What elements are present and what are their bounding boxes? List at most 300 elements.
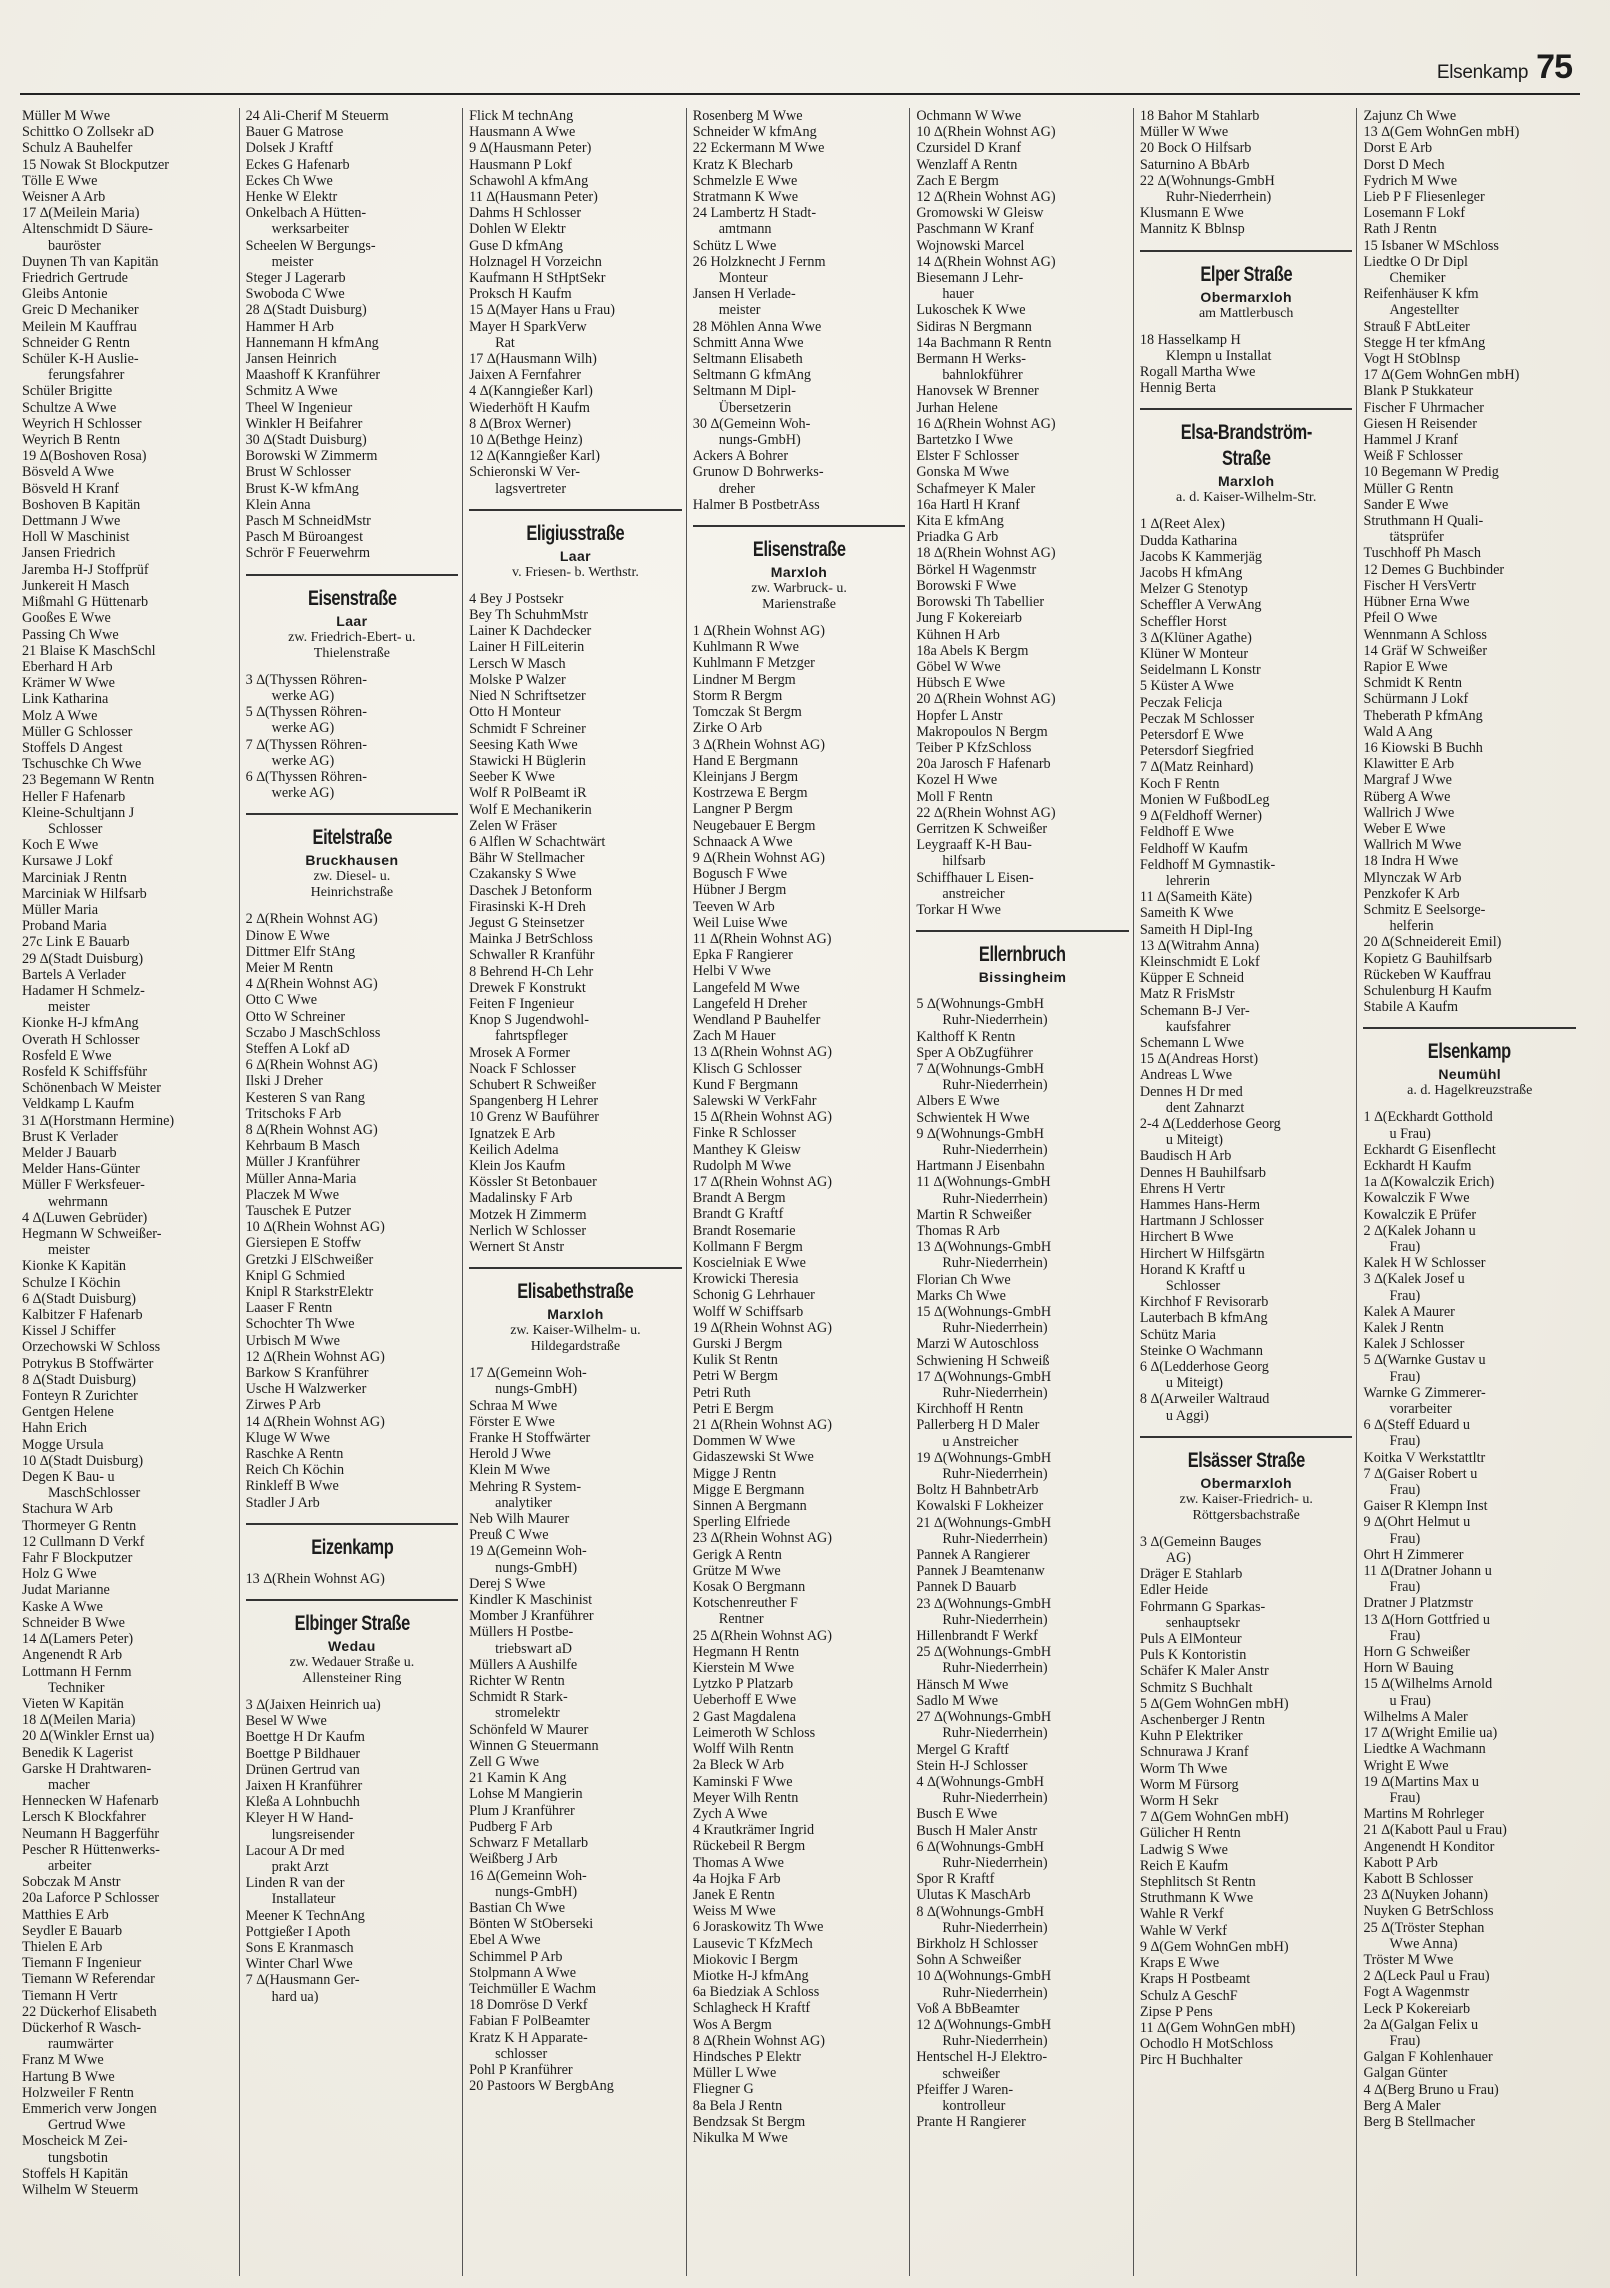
entry-line: Czursidel D Kranf <box>916 140 1022 157</box>
entry-line: Petri E Bergm <box>692 1400 774 1417</box>
entry-line: Nied N Schriftsetzer <box>469 688 586 705</box>
entry-line: Eckhardt H Kaufm <box>1363 1157 1472 1174</box>
district-name: Marxloh <box>1217 473 1275 490</box>
entry-line: 13 ∆(Rhein Wohnst AG) <box>245 1570 385 1587</box>
entry-line: Wallrich J Wwe <box>1363 804 1455 821</box>
entry-line: Meilein M Kauffrau <box>22 318 137 335</box>
entry-line: 7 ∆(Wohnungs-GmbH <box>916 1060 1045 1077</box>
entry-line: Hennig Berta <box>1139 380 1216 397</box>
entry-line: Frau) <box>1389 1239 1421 1255</box>
entry-line: 1a ∆(Kowalczik Erich) <box>1363 1174 1495 1191</box>
entry-line: Raschke A Rentn <box>245 1446 344 1463</box>
entry-line: u Frau) <box>1389 1692 1431 1709</box>
entry-line: Weißberg J Arb <box>469 1851 558 1868</box>
entry-line: Moscheick M Zei- <box>22 2133 128 2150</box>
entry-line: Förster E Wwe <box>469 1413 555 1430</box>
entry-line: Tauschek E Putzer <box>245 1202 351 1219</box>
entry-line: hilfsarb <box>942 853 986 870</box>
entry-line: Thormeyer G Rentn <box>22 1517 137 1534</box>
entry-line: 3 ∆(Klüner Agathe) <box>1139 629 1252 646</box>
entry-line: 17 ∆(Rhein Wohnst AG) <box>692 1173 833 1190</box>
entry-line: Bartetzko I Wwe <box>916 432 1013 449</box>
entry-line: 4 Krautkrämer Ingrid <box>692 1822 815 1839</box>
entry-line: Jansen H Verlade- <box>692 286 796 303</box>
entry-line: Reich E Kaufm <box>1139 1857 1229 1874</box>
street-location: Röttgersbachstraße <box>1192 1507 1300 1523</box>
entry-line: Liedtke A Wachmann <box>1363 1741 1486 1758</box>
entry-line: Kaminski F Wwe <box>692 1773 793 1790</box>
entry-line: nungs-GmbH) <box>495 1381 578 1398</box>
entry-line: 11 ∆(Hausmann Peter) <box>469 189 598 206</box>
street-location: v. Friesen- b. Werthstr. <box>512 564 639 580</box>
entry-line: Lohse M Mangierin <box>469 1786 583 1803</box>
entry-line: 23 ∆(Nuyken Johann) <box>1363 1887 1488 1904</box>
entry-line: Kabott P Arb <box>1363 1854 1438 1871</box>
entry-line: Passing Ch Wwe <box>22 626 119 643</box>
entry-line: Sczabo J MaschSchloss <box>245 1024 381 1041</box>
entry-line: Struthmann K Wwe <box>1139 1890 1254 1907</box>
entry-line: Hartmann J Eisenbahn <box>916 1158 1045 1175</box>
entry-line: Weiß F Schlosser <box>1363 448 1463 465</box>
entry-line: Petri Ruth <box>692 1384 751 1401</box>
entry-line: 21 Kamin K Ang <box>469 1770 567 1787</box>
entry-line: Dinow E Wwe <box>245 927 330 944</box>
entry-line: Matz R FrisMstr <box>1139 986 1235 1003</box>
entry-line: Swoboda C Wwe <box>245 286 345 303</box>
entry-line: Mannitz K Bblnsp <box>1139 221 1245 238</box>
entry-line: anstreicher <box>942 885 1005 902</box>
entry-line: Sper A ObZugführer <box>916 1044 1033 1061</box>
entry-line: Frau) <box>1389 1530 1421 1547</box>
entry-line: Hegmann W Schweißer- <box>22 1226 162 1243</box>
entry-line: Schmidt K Rentn <box>1363 675 1462 692</box>
entry-line: Kluge W Wwe <box>245 1429 330 1446</box>
entry-line: Marks Ch Wwe <box>916 1287 1006 1304</box>
entry-line: Meener K TechnAng <box>245 1907 365 1924</box>
entry-line: bauröster <box>48 237 101 254</box>
entry-line: Müller W Wwe <box>1139 124 1229 141</box>
entry-line: Schrör F Feuerwehrm <box>245 545 371 562</box>
entry-line: Klein Jos Kaufm <box>469 1157 566 1174</box>
entry-line: Lacour A Dr med <box>245 1842 345 1859</box>
entry-line: Heller F Hafenarb <box>22 788 126 805</box>
entry-line: Priadka G Arb <box>916 529 999 546</box>
entry-line: Fischer F Uhrmacher <box>1363 399 1485 416</box>
entry-line: Mogge Ursula <box>22 1436 104 1453</box>
entry-line: Kratz K Blecharb <box>692 156 793 173</box>
entry-line: Knipl R StarkstrElektr <box>245 1283 374 1300</box>
entry-line: Hillenbrandt F Werkf <box>916 1628 1038 1645</box>
entry-line: Molz A Wwe <box>22 707 98 724</box>
entry-line: Kionke H-J kfmAng <box>22 1015 139 1032</box>
entry-line: Wolf E Mechanikerin <box>469 801 592 818</box>
district-name: Bissingheim <box>978 969 1067 986</box>
entry-line: Schemann L Wwe <box>1139 1034 1244 1051</box>
entry-line: 3 ∆(Kalek Josef u <box>1363 1271 1465 1288</box>
entry-line: Schwaller R Kranführ <box>469 947 595 964</box>
entry-line: Rückebeil R Bergm <box>692 1838 806 1855</box>
entry-line: Eberhard H Arb <box>22 658 113 675</box>
entry-line: dent Zahnarzt <box>1165 1099 1245 1116</box>
entry-line: Molske P Walzer <box>469 671 566 688</box>
entry-line: Junkereit H Masch <box>22 577 130 594</box>
entry-line: Florian Ch Wwe <box>916 1271 1011 1288</box>
entry-line: 6a Biedziak A Schloss <box>692 1984 820 2001</box>
entry-line: Drünen Gertrud van <box>245 1761 360 1778</box>
entry-line: 16 ∆(Rhein Wohnst AG) <box>916 415 1056 432</box>
entry-line: macher <box>48 1776 90 1793</box>
entry-line: 9 ∆(Feldhoff Werner) <box>1139 808 1262 825</box>
district-name: Wedau <box>328 1638 376 1655</box>
entry-line: Wendland P Bauhelfer <box>692 1011 821 1028</box>
entry-line: 11 ∆(Gem WohnGen mbH) <box>1139 2019 1296 2036</box>
entry-line: Gülicher H Rentn <box>1139 1825 1241 1842</box>
entry-line: 24 Lambertz H Stadt- <box>692 205 817 222</box>
entry-line: Stegge H ter kfmAng <box>1363 334 1486 351</box>
entry-line: 24 Ali-Cherif M Steuerm <box>245 108 389 124</box>
entry-line: Tröster M Wwe <box>1363 1951 1454 1968</box>
entry-line: Schmidt F Schreiner <box>469 720 586 737</box>
entry-line: Tölle E Wwe <box>22 172 98 189</box>
entry-line: 12 Demes G Buchbinder <box>1363 561 1505 578</box>
entry-line: Müller G Rentn <box>1363 480 1454 497</box>
entry-line: Wilhelm W Steuerm <box>22 2182 139 2198</box>
entry-line: Barkow S Kranführer <box>245 1365 369 1381</box>
entry-line: Hand E Bergmann <box>692 752 799 769</box>
entry-line: Schmitz E Seelsorge- <box>1363 901 1486 918</box>
entry-line: 6 ∆(Ledderhose Georg <box>1139 1359 1269 1375</box>
entry-line: Strauß F AbtLeiter <box>1363 318 1470 335</box>
entry-line: Kleinschmidt E Lokf <box>1139 953 1260 970</box>
entry-line: Dräger E Stahlarb <box>1139 1566 1243 1583</box>
entry-line: 17 ∆(Gemeinn Woh- <box>469 1365 587 1382</box>
entry-line: Guse D kfmAng <box>469 237 563 254</box>
entry-line: Elster F Schlosser <box>916 448 1019 465</box>
entry-line: Spangenberg H Lehrer <box>469 1093 599 1110</box>
entry-line: Kollmann F Bergm <box>692 1238 803 1255</box>
entry-line: werke AG) <box>271 720 335 737</box>
entry-line: Feldhoff W Kaufm <box>1139 840 1248 857</box>
entry-line: 18 ∆(Meilen Maria) <box>22 1712 136 1729</box>
entry-line: Scheelen W Bergungs- <box>245 237 376 254</box>
entry-line: Laaser F Rentn <box>245 1300 333 1317</box>
entry-line: 18 Bahor M Stahlarb <box>1139 108 1260 124</box>
entry-line: 2a ∆(Galgan Felix u <box>1363 2016 1479 2033</box>
entry-line: Borowski W Zimmerm <box>245 448 378 465</box>
entry-line: 19 ∆(Boshoven Rosa) <box>22 448 147 465</box>
entry-line: Hartung B Wwe <box>22 2068 115 2085</box>
entry-line: Rinkleff B Wwe <box>245 1478 339 1495</box>
entry-line: 18 Hasselkamp H <box>1139 331 1241 348</box>
entry-line: Kirchhoff H Rentn <box>916 1401 1024 1418</box>
entry-line: Penzkofer K Arb <box>1363 885 1460 902</box>
entry-line: Potrykus B Stoffwärter <box>22 1355 154 1372</box>
entry-line: Kaufmann H StHptSekr <box>469 270 606 287</box>
entry-line: Stadler J Arb <box>245 1494 320 1511</box>
entry-line: Dudda Katharina <box>1139 532 1238 549</box>
entry-line: 20 Bock O Hilfsarb <box>1139 140 1252 157</box>
entry-line: Richter W Rentn <box>469 1673 565 1690</box>
entry-line: Gurski J Bergm <box>692 1336 783 1353</box>
entry-line: Gretzki J ElSchweißer <box>245 1251 374 1268</box>
entry-line: Kleyer H W Hand- <box>245 1810 354 1827</box>
entry-line: Scheffler Horst <box>1139 613 1227 630</box>
entry-line: Eckes G Hafenarb <box>245 156 350 173</box>
entry-line: Martin R Schweißer <box>916 1206 1032 1223</box>
entry-line: Schiffhauer L Eisen- <box>916 869 1034 886</box>
entry-line: Seydler E Bauarb <box>22 1922 123 1939</box>
entry-line: Gromowski W Gleisw <box>916 205 1044 222</box>
entry-line: 7 ∆(Gaiser Robert u <box>1363 1465 1478 1482</box>
street-heading: Elisenstraße <box>752 538 846 562</box>
entry-line: Ochmann W Wwe <box>916 108 1022 124</box>
column-1 <box>20 108 239 2276</box>
entry-line: Pescher R Hüttenwerks- <box>22 1841 160 1858</box>
entry-line: Wenzlaff A Rentn <box>916 156 1018 173</box>
column-5 <box>909 108 1133 2276</box>
entry-line: 13 ∆(Wohnungs-GmbH <box>916 1239 1052 1256</box>
street-location: zw. Friedrich-Ebert- u. <box>288 629 416 645</box>
entry-line: Lersch K Blockfahrer <box>22 1809 146 1826</box>
section-rule <box>246 574 459 576</box>
entry-line: meister <box>48 999 90 1016</box>
entry-line: Miokovic I Bergm <box>692 1951 799 1968</box>
entry-line: Schlosser <box>1165 1277 1221 1294</box>
entry-line: Pasch M SchneidMstr <box>245 513 371 530</box>
entry-line: 7 ∆(Matz Reinhard) <box>1139 759 1254 776</box>
entry-line: Storm R Bergm <box>692 687 783 704</box>
entry-line: Tomczak St Bergm <box>692 704 802 721</box>
entry-line: Berg A Maler <box>1363 2097 1441 2114</box>
entry-line: Borowski F Wwe <box>916 577 1017 594</box>
entry-line: Hammer H Arb <box>245 318 334 335</box>
entry-line: werke AG) <box>271 752 335 769</box>
entry-line: Wright E Wwe <box>1363 1757 1449 1774</box>
entry-line: Brust W Schlosser <box>245 464 351 481</box>
entry-line: Pannek D Bauarb <box>916 1579 1017 1596</box>
entry-line: u Miteigt) <box>1165 1132 1224 1149</box>
entry-line: dreher <box>718 480 755 497</box>
entry-line: Salewski W VerkFahr <box>692 1092 817 1109</box>
entry-line: Reich Ch Köchin <box>245 1462 345 1479</box>
entry-line: 11 ∆(Rhein Wohnst AG) <box>692 930 832 947</box>
entry-line: Pfeil O Wwe <box>1363 610 1438 627</box>
entry-line: Koch F Rentn <box>1139 775 1220 792</box>
entry-line: Ruhr-Niederrhein) <box>942 1077 1048 1094</box>
entry-line: Aschenberger J Rentn <box>1139 1712 1265 1729</box>
entry-line: Weisner A Arb <box>22 189 106 206</box>
entry-line: Wahle R Verkf <box>1139 1906 1224 1923</box>
entry-line: Melder J Bauarb <box>22 1145 117 1161</box>
entry-line: Jansen Heinrich <box>245 351 337 368</box>
entry-line: u Frau) <box>1389 1125 1431 1142</box>
entry-line: Veldkamp L Kaufm <box>22 1096 135 1113</box>
entry-line: 15 ∆(Wohnungs-GmbH <box>916 1304 1052 1321</box>
column-4 <box>686 108 910 2276</box>
entry-line: Emmerich verw Jongen <box>22 2100 157 2117</box>
entry-line: Ruhr-Niederrhein) <box>942 1660 1048 1677</box>
entry-line: Kindler K Maschinist <box>469 1592 593 1609</box>
entry-line: Lottmann H Fernm <box>22 1663 132 1680</box>
entry-line: Otto C Wwe <box>245 992 318 1009</box>
entry-line: Benedik K Lagerist <box>22 1744 134 1761</box>
entry-line: Nuyken G BetrSchloss <box>1363 1903 1494 1920</box>
entry-line: Holz G Wwe <box>22 1566 97 1583</box>
entry-line: Bösveld A Wwe <box>22 464 114 481</box>
entry-line: Link Katharina <box>22 691 109 708</box>
column-3 <box>462 108 686 2276</box>
entry-line: Langner P Bergm <box>692 801 793 818</box>
street-location: Allensteiner Ring <box>302 1671 402 1687</box>
entry-line: Pottgießer I Apoth <box>245 1923 351 1940</box>
entry-line: Margraf J Wwe <box>1363 772 1452 789</box>
entry-line: 20a Jarosch F Hafenarb <box>916 756 1051 773</box>
entry-line: Epka F Rangierer <box>692 947 793 964</box>
entry-line: Ruhr-Niederrhein) <box>942 1854 1048 1871</box>
entry-line: Bey Th SchuhmMstr <box>469 607 588 624</box>
entry-line: Kalek H W Schlosser <box>1363 1255 1486 1272</box>
entry-line: 31 ∆(Horstmann Hermine) <box>22 1112 175 1129</box>
entry-line: Migge E Bergmann <box>692 1481 805 1498</box>
entry-line: Steger J Lagerarb <box>245 270 346 287</box>
district-name: Marxloh <box>770 564 828 581</box>
entry-line: 10 ∆(Wohnungs-GmbH <box>916 1968 1052 1985</box>
entry-line: Hübsch E Wwe <box>916 675 1006 692</box>
entry-line: Schemann B-J Ver- <box>1139 1002 1250 1019</box>
entry-line: Struthmann H Quali- <box>1363 513 1484 530</box>
entry-line: Fischer H VersVertr <box>1363 577 1476 594</box>
entry-line: Kraps H Postbeamt <box>1139 1971 1251 1988</box>
entry-line: 19 ∆(Martins Max u <box>1363 1773 1479 1790</box>
entry-line: Lauterbach B kfmAng <box>1139 1310 1268 1327</box>
entry-line: 4 ∆(Berg Bruno u Frau) <box>1363 2081 1499 2098</box>
entry-line: Daschek J Betonform <box>469 882 593 899</box>
entry-line: Müller L Wwe <box>692 2065 777 2082</box>
entry-line: Hindsches P Elektr <box>692 2048 801 2065</box>
entry-line: nungs-GmbH) <box>495 1559 578 1576</box>
entry-line: 2-4 ∆(Ledderhose Georg <box>1139 1115 1281 1132</box>
entry-line: Fliegner G <box>692 2081 754 2098</box>
entry-line: Angestellter <box>1389 302 1459 319</box>
entry-line: bahnlokführer <box>942 367 1023 384</box>
entry-line: Schittko O Zollsekr aD <box>22 124 155 141</box>
entry-line: 27 ∆(Wohnungs-GmbH <box>916 1709 1052 1726</box>
entry-line: meister <box>718 302 761 319</box>
entry-line: Dennes H Dr med <box>1139 1083 1243 1100</box>
entry-line: 19 ∆(Gemeinn Woh- <box>469 1543 587 1560</box>
entry-line: Melder Hans-Günter <box>22 1161 140 1178</box>
entry-line: Kleßa A Lohnbuchh <box>245 1794 360 1811</box>
entry-line: Maashoff K Kranführer <box>245 367 381 384</box>
entry-line: Sobczak M Anstr <box>22 1874 121 1891</box>
entry-line: Müllers A Aushilfe <box>469 1656 578 1673</box>
entry-line: Galgan F Kohlenhauer <box>1363 2049 1493 2066</box>
entry-line: Schawohl A kfmAng <box>469 172 589 189</box>
entry-line: Otto H Monteur <box>469 704 561 721</box>
entry-line: 27c Link E Bauarb <box>22 934 130 951</box>
street-heading: Eligiusstraße <box>526 521 625 545</box>
entry-line: Marzi W Autoschloss <box>916 1336 1039 1353</box>
entry-line: Otto W Schreiner <box>245 1008 346 1025</box>
entry-line: Ruhr-Niederrhein) <box>942 1385 1048 1402</box>
street-location: zw. Wedauer Straße u. <box>289 1655 415 1671</box>
entry-line: 29 ∆(Stadt Duisburg) <box>22 950 144 967</box>
entry-line: Worm H Sekr <box>1139 1793 1219 1810</box>
entry-line: Lainer K Dachdecker <box>469 623 592 640</box>
entry-line: Dittmer Elfr StAng <box>245 943 356 960</box>
entry-line: Dommen W Wwe <box>692 1433 796 1450</box>
entry-line: tätsprüfer <box>1389 529 1444 546</box>
entry-line: Ignatzek E Arb <box>469 1125 556 1142</box>
entry-line: 3 ∆(Jaixen Heinrich ua) <box>245 1697 381 1714</box>
entry-line: triebswart aD <box>495 1640 572 1657</box>
entry-line: Wolff W Schiffsarb <box>692 1303 804 1320</box>
entry-line: Seeber K Wwe <box>469 769 555 786</box>
entry-line: Schäfer K Maler Anstr <box>1139 1663 1269 1680</box>
entry-line: 22 Dückerhof Elisabeth <box>22 2003 157 2020</box>
entry-line: 5 Küster A Wwe <box>1139 678 1234 695</box>
street-heading: Elsenkamp <box>1428 1040 1512 1064</box>
entry-line: 22 Eckermann M Wwe <box>692 140 825 157</box>
entry-line: Kosak O Bergmann <box>692 1579 806 1596</box>
district-name: Bruckhausen <box>305 852 399 869</box>
entry-line: Petersdorf E Wwe <box>1139 727 1244 744</box>
section-rule <box>469 1267 682 1269</box>
entry-line: Ruhr-Niederrhein) <box>942 1190 1048 1207</box>
entry-line: 3 ∆(Rhein Wohnst AG) <box>692 736 825 753</box>
entry-line: Reifenhäuser K kfm <box>1363 286 1479 303</box>
street-heading: Elper Straße <box>1200 262 1293 286</box>
entry-line: analytiker <box>495 1494 552 1511</box>
entry-line: Kuhlmann R Wwe <box>692 639 799 656</box>
entry-line: Ohrt H Zimmerer <box>1363 1546 1464 1563</box>
entry-line: 10 Grenz W Bauführer <box>469 1109 600 1126</box>
entry-line: Schütz Maria <box>1139 1326 1216 1343</box>
entry-line: 6 ∆(Rhein Wohnst AG) <box>245 1057 378 1074</box>
entry-line: Kesteren S van Rang <box>245 1089 365 1106</box>
entry-line: Wolf R PolBeamt iR <box>469 785 587 802</box>
entry-line: 13 ∆(Gem WohnGen mbH) <box>1363 124 1520 141</box>
entry-line: Gooßes E Wwe <box>22 610 111 627</box>
entry-line: wehrmann <box>48 1193 108 1210</box>
entry-line: Liedtke O Dr Dipl <box>1363 253 1468 270</box>
running-head-street: Elsenkamp <box>1436 62 1529 83</box>
entry-line: Thomas A Wwe <box>692 1854 784 1871</box>
entry-line: 8 ∆(Arweiler Waltraud <box>1139 1391 1270 1408</box>
entry-line: Momber J Kranführer <box>469 1608 594 1625</box>
entry-line: Rosenberg M Wwe <box>692 108 803 124</box>
entry-line: 25 ∆(Rhein Wohnst AG) <box>692 1627 833 1644</box>
section-rule <box>469 509 682 511</box>
page-number: 75 <box>1536 48 1572 86</box>
entry-line: Kalthoff K Rentn <box>916 1028 1016 1045</box>
entry-line: Warnke G Zimmerer- <box>1363 1384 1486 1401</box>
street-location: zw. Diesel- u. <box>313 869 391 885</box>
entry-line: 1 ∆(Reet Alex) <box>1139 516 1226 533</box>
entry-line: Leck P Kokereiarb <box>1363 2000 1471 2017</box>
street-location: Hildegardstraße <box>530 1339 621 1355</box>
entry-line: Holzweiler F Rentn <box>22 2084 134 2101</box>
entry-line: 25 ∆(Tröster Stephan <box>1363 1919 1485 1936</box>
entry-line: Hahn Erich <box>22 1420 88 1437</box>
entry-line: Busch H Maler Anstr <box>916 1822 1038 1839</box>
district-name: Marxloh <box>547 1306 604 1323</box>
entry-line: Kraps E Wwe <box>1139 1955 1220 1972</box>
section-rule <box>246 813 459 815</box>
entry-line: Horn G Schweißer <box>1363 1644 1470 1661</box>
district-name: Obermarxloh <box>1200 288 1292 305</box>
section-rule <box>1140 1436 1353 1438</box>
